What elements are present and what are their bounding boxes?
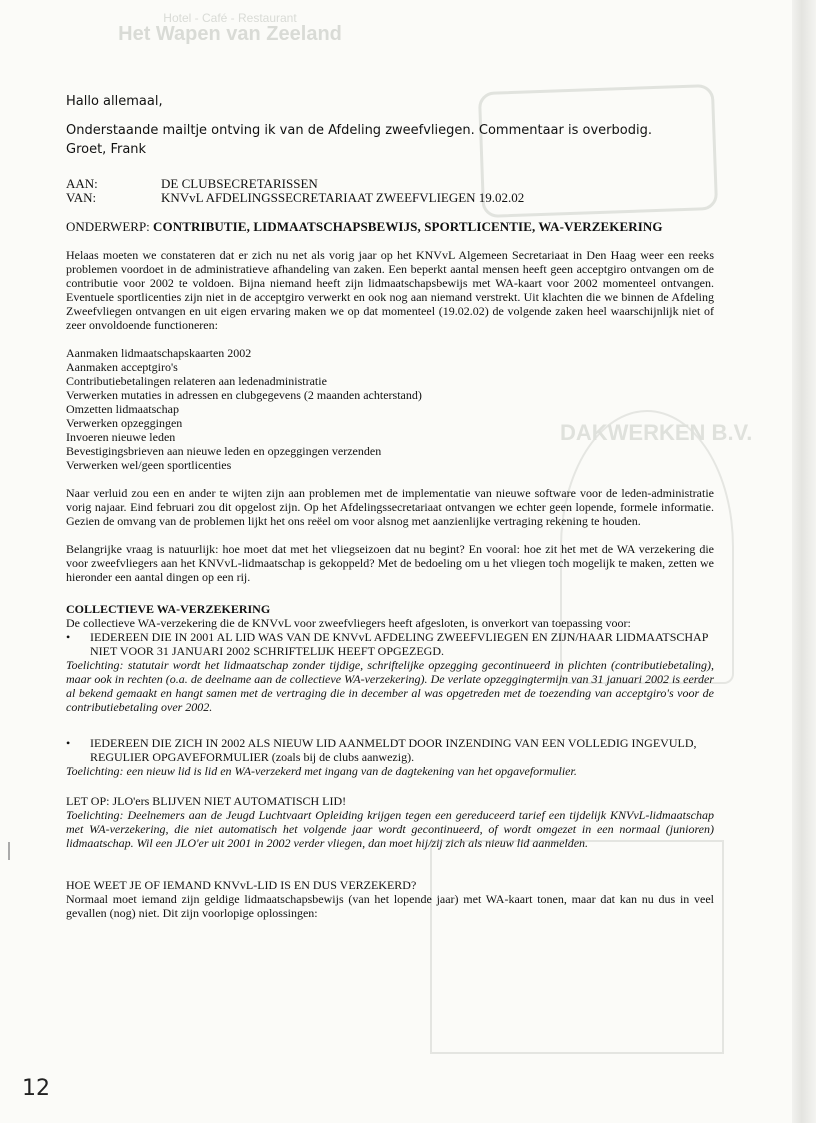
list-item: Bevestigingsbrieven aan nieuwe leden en opzeggingen verzenden bbox=[66, 444, 382, 458]
intro-line: Onderstaande mailtje ontving ik van de Afdeling zweefvliegen. Commentaar is overbodig. bbox=[66, 123, 652, 138]
ghost-header bbox=[100, 10, 360, 45]
paragraph-1: Helaas moeten we constateren dat er zich nu net als vorig jaar op het KNVvL Algemeen Secretariaat in Den Haag weer een reeks problemen voordoet in de administratieve afhandeling van zaken. Een beperkt aantal mensen heeft geen acceptgiro ontvangen om de contributie voor 2002 te voldoen. Bijna niemand heeft zijn lidmaatschapsbewijs met WA-kaart voor 2002 momenteel ontvangen. Eventuele sportlicenties zijn niet in de acceptgiro verwerkt en ook nog aan niemand verstrekt. Uit klachten die we binnen de Afdeling Zweefvliegen ontvangen en uit eigen ervaring maken we op dat momenteel (19.02.02) de volgende zaken heel waarschijnlijk niet of zeer onvoldoende functioneren: bbox=[66, 248, 714, 332]
jlo-heading: LET OP: JLO'ers BLIJVEN NIET AUTOMATISCH LID! bbox=[66, 794, 347, 808]
list-item: Verwerken mutaties in adressen en clubgegevens (2 maanden achterstand) bbox=[66, 388, 422, 402]
subject-line bbox=[66, 219, 714, 234]
wa-heading: COLLECTIEVE WA-VERZEKERING bbox=[66, 602, 271, 616]
page-edge bbox=[792, 0, 816, 1123]
from-label: VAN: bbox=[66, 190, 97, 205]
jlo-note: Toelichting: Deelnemers aan de Jeugd Luchtvaart Opleiding krijgen tegen een gereduceerd tarief een tijdelijk KNVvL-lidmaatschap met WA-verzekering, die niet automatisch het volgende jaar wordt gecontinueerd, of wordt omgezet in een normaal (junioren) lidmaatschap. Wil een JLO'er uit 2001 in 2002 verder vliegen, dan moet hij/zij zich als nieuw lid aanmelden. bbox=[66, 808, 714, 850]
howto-heading: HOE WEET JE OF IEMAND KNVvL-LID IS EN DUS VERZEKERD? bbox=[66, 878, 417, 892]
paragraph-3: Belangrijke vraag is natuurlijk: hoe moet dat met het vliegseizoen dat nu begint? En vooral: hoe zit het met de WA verzekering die voor zweefvliegers aan het KNVvL-lidmaatschap is gekoppeld? Met de bedoeling om u het vliegen toch mogelijk te maken, zetten we hieronder een aantal dingen op een rij. bbox=[66, 542, 714, 584]
greeting: Hallo allemaal, bbox=[66, 94, 163, 109]
paragraph-2: Naar verluid zou een en ander te wijten zijn aan problemen met de implementatie van nieuwe software voor de leden-administratie vorig najaar. Eind februari zou dit opgelost zijn. Op het Afdelingssecretariaat ontvangen we echter geen lopende, formele informatie. Gezien de omvang van de problemen lijkt het ons reëel om voor alsnog met aanzienlijke vertraging rekening te houden. bbox=[66, 486, 714, 528]
wa-bullet-1-text: IEDEREEN DIE IN 2001 AL LID WAS VAN DE KNVvL AFDELING ZWEEFVLIEGEN EN ZIJN/HAAR LIDMAATSCHAP NIET VOOR 31 JANUARI 2002 SCHRIFTELIJK HEEFT OPGEZEGD. bbox=[90, 630, 708, 658]
bullet-icon: • bbox=[66, 736, 71, 750]
list-item: Aanmaken acceptgiro's bbox=[66, 360, 178, 374]
subject-label: ONDERWERP: bbox=[66, 219, 150, 234]
ghost-ad-text: DAKWERKEN B.V. bbox=[560, 420, 753, 445]
wa-note-1: Toelichting: statutair wordt het lidmaatschap zonder tijdige, schriftelijke opzegging gecontinueerd in plichten (contributiebetaling), maar ook in rechten (o.a. de deelname aan de collectieve WA-verzekering). De verlate opzeggingtermijn van 31 januari 2002 is eerder al bekend gemaakt en hangt samen met de vertraging die in december al was opgetreden met de toezending van acceptgiro's voor de contributiebetaling over 2002. bbox=[66, 658, 714, 714]
signoff: Groet, Frank bbox=[66, 142, 147, 157]
handwritten-intro bbox=[66, 92, 714, 159]
list-item: Invoeren nieuwe leden bbox=[66, 430, 176, 444]
bullet-icon: • bbox=[66, 630, 71, 644]
ghost-header-line1: Hotel - Café - Restaurant bbox=[163, 11, 297, 25]
wa-note-2: Toelichting: een nieuw lid is lid en WA-verzekerd met ingang van de dagtekening van het opgaveformulier. bbox=[66, 764, 577, 778]
list-item: Verwerken opzeggingen bbox=[66, 416, 183, 430]
to-label: AAN: bbox=[66, 176, 98, 191]
pen-mark bbox=[8, 842, 10, 860]
list-item: Verwerken wel/geen sportlicenties bbox=[66, 458, 232, 472]
page-number: 12 bbox=[22, 1076, 50, 1101]
howto-text: Normaal moet iemand zijn geldige lidmaatschapsbewijs (van het lopende jaar) met WA-kaart tonen, maar dat kan nu dus in veel gevallen (nog) niet. Dit zijn voorlopige oplossingen: bbox=[66, 892, 714, 920]
letter-body bbox=[66, 248, 714, 920]
from-value: KNVvL AFDELINGSSECRETARIAAT ZWEEFVLIEGEN 19.02.02 bbox=[161, 190, 525, 205]
wa-bullet-1 bbox=[66, 630, 714, 658]
letter bbox=[66, 92, 714, 920]
wa-bullet-2-text: IEDEREEN DIE ZICH IN 2002 ALS NIEUW LID AANMELDT DOOR INZENDING VAN EEN VOLLEDIG INGEVULD, REGULIER OPGAVEFORMULIER (zoals bij de clubs aanwezig). bbox=[90, 736, 697, 764]
subject-value: CONTRIBUTIE, LIDMAATSCHAPSBEWIJS, SPORTLICENTIE, WA-VERZEKERING bbox=[153, 219, 663, 234]
wa-intro: De collectieve WA-verzekering die de KNVvL voor zweefvliegers heeft afgesloten, is onverkort van toepassing voor: bbox=[66, 616, 631, 630]
ghost-header-line2: Het Wapen van Zeeland bbox=[118, 23, 342, 45]
address-block bbox=[66, 177, 714, 205]
to-value: DE CLUBSECRETARISSEN bbox=[161, 176, 318, 191]
list-item: Aanmaken lidmaatschapskaarten 2002 bbox=[66, 346, 252, 360]
list-item: Contributiebetalingen relateren aan ledenadministratie bbox=[66, 374, 327, 388]
issues-list bbox=[66, 346, 714, 472]
list-item: Omzetten lidmaatschap bbox=[66, 402, 179, 416]
wa-bullet-2 bbox=[66, 736, 714, 764]
